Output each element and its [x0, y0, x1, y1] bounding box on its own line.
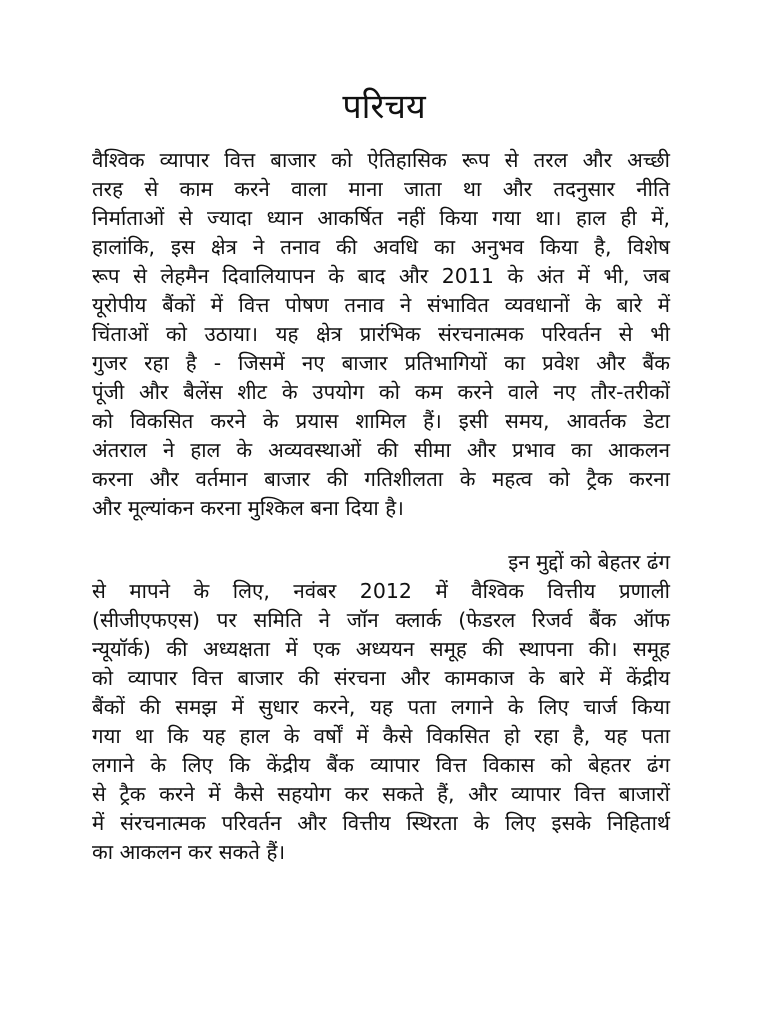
paragraph-line: करना और वर्तमान बाजार की गतिशीलता के महत्व को ट्रैक करना [92, 467, 670, 491]
paragraph-line: लगाने के लिए कि केंद्रीय बैंक व्यापार वित्त विकास को बेहतर ढंग [92, 753, 670, 777]
paragraph-line: से ट्रैक करने में कैसे सहयोग कर सकते हैं, और व्यापार वित्त बाजारों [92, 782, 670, 806]
paragraph-line: में संरचनात्मक परिवर्तन और वित्तीय स्थिरता के लिए इसके निहितार्थ [92, 811, 670, 835]
paragraph-1 [92, 146, 670, 523]
paragraph-line: यूरोपीय बैंकों में वित्त पोषण तनाव ने संभावित व्यवधानों के बारे में [92, 293, 670, 317]
paragraph-line: और मूल्यांकन करना मुश्किल बना दिया है। [92, 496, 404, 520]
paragraph-line: तरह से काम करने वाला माना जाता था और तदनुसार नीति [92, 177, 670, 201]
paragraph-line: रूप से लेहमैन दिवालियापन के बाद और 2011 के अंत में भी, जब [92, 264, 670, 288]
paragraph-line: पूंजी और बैलेंस शीट के उपयोग को कम करने वाले नए तौर-तरीकों [92, 380, 670, 404]
paragraph-line: अंतराल ने हाल के अव्यवस्थाओं की सीमा और प्रभाव का आकलन [92, 438, 670, 462]
paragraph-2 [92, 548, 670, 867]
paragraph-line: को विकसित करने के प्रयास शामिल हैं। इसी समय, आवर्तक डेटा [92, 409, 670, 433]
paragraph-line: (सीजीएफएस) पर समिति ने जॉन क्लार्क (फेडरल रिजर्व बैंक ऑफ [92, 608, 670, 632]
paragraph-line: को व्यापार वित्त बाजार की संरचना और कामकाज के बारे में केंद्रीय [92, 666, 670, 690]
paragraph-line: गुजर रहा है - जिसमें नए बाजार प्रतिभागियों का प्रवेश और बैंक [92, 351, 670, 375]
paragraph-line: चिंताओं को उठाया। यह क्षेत्र प्रारंभिक संरचनात्मक परिवर्तन से भी [92, 322, 670, 346]
paragraph-line: वैश्विक व्यापार वित्त बाजार को ऐतिहासिक रूप से तरल और अच्छी [92, 148, 670, 172]
paragraph-line: का आकलन कर सकते हैं। [92, 840, 286, 864]
page-title: परिचय [342, 87, 426, 127]
paragraph-line: न्यूयॉर्क) की अध्यक्षता में एक अध्ययन समूह की स्थापना की। समूह [92, 637, 670, 661]
paragraph-line: से मापने के लिए, नवंबर 2012 में वैश्विक वित्तीय प्रणाली [92, 579, 670, 603]
paragraph-line: बैंकों की समझ में सुधार करने, यह पता लगाने के लिए चार्ज किया [92, 695, 670, 719]
paragraph-line: इन मुद्दों को बेहतर ढंग [508, 550, 670, 574]
paragraph-line: निर्माताओं से ज्यादा ध्यान आकर्षित नहीं किया गया था। हाल ही में, [92, 206, 670, 230]
paragraph-line: हालांकि, इस क्षेत्र ने तनाव की अवधि का अनुभव किया है, विशेष [92, 235, 670, 259]
paragraph-line: गया था कि यह हाल के वर्षों में कैसे विकसित हो रहा है, यह पता [92, 724, 670, 748]
